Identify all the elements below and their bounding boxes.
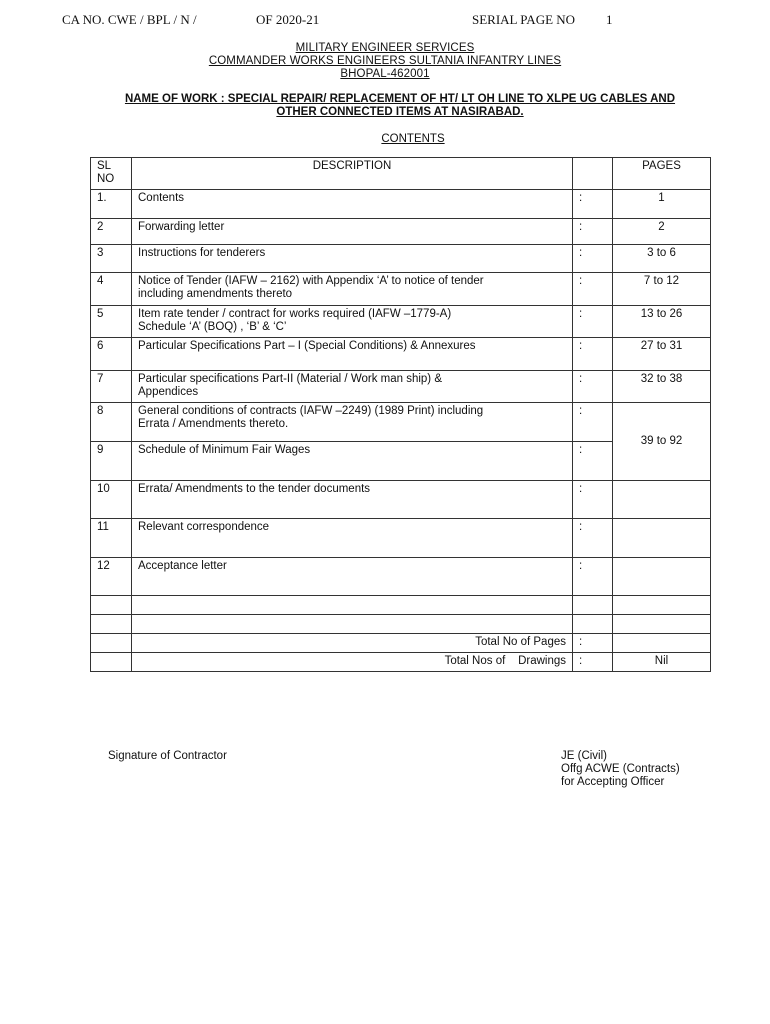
row-colon: :: [573, 306, 613, 338]
serial-page-label: SERIAL PAGE NO: [472, 12, 576, 27]
header-sl: SL: [97, 160, 112, 172]
row-description: [132, 306, 573, 338]
row-description: [132, 219, 573, 245]
blank-cell: [91, 596, 132, 615]
row-pages: [613, 481, 711, 519]
ca-year: OF 2020-21: [256, 12, 320, 27]
row-desc-line: Errata/ Amendments to the tender documents: [138, 483, 371, 495]
row-colon: :: [573, 442, 613, 481]
serial-page-number: 1: [606, 12, 613, 27]
row-sl: 9: [91, 442, 132, 481]
row-sl: 2: [91, 219, 132, 245]
contents-heading: CONTENTS: [381, 133, 445, 145]
header-description: DESCRIPTION: [132, 158, 573, 190]
org-line-1: MILITARY ENGINEER SERVICES: [295, 42, 475, 54]
table-row: [91, 338, 711, 371]
row-description: [132, 481, 573, 519]
row-colon: :: [573, 190, 613, 219]
row-desc-line: Particular specifications Part-II (Material / Work man ship) &: [138, 373, 442, 385]
table-row: [91, 371, 711, 403]
row-desc-line: General conditions of contracts (IAFW –2249) (1989 Print) including: [138, 405, 484, 417]
total-pages-value: [613, 634, 711, 653]
header-pages: PAGES: [613, 158, 711, 190]
row-description: [132, 371, 573, 403]
blank-cell: [91, 653, 132, 672]
row-colon: :: [573, 245, 613, 273]
row-pages: 2: [613, 219, 711, 245]
row-description: [132, 245, 573, 273]
row-desc-line: Schedule ‘A’ (BOQ) , ‘B’ & ‘C’: [138, 321, 287, 333]
row-sl: 10: [91, 481, 132, 519]
row-colon: :: [573, 338, 613, 371]
row-sl: 12: [91, 558, 132, 596]
table-row: [91, 273, 711, 306]
row-pages: 1: [613, 190, 711, 219]
table-row: [91, 219, 711, 245]
total-pages-row: [91, 634, 711, 653]
row-colon: :: [573, 481, 613, 519]
blank-cell: [91, 634, 132, 653]
row-colon: :: [573, 519, 613, 558]
row-description: [132, 558, 573, 596]
row-sl: 8: [91, 403, 132, 442]
total-drawings-colon: :: [573, 653, 613, 672]
row-desc-line: Relevant correspondence: [138, 521, 270, 533]
table-row: [91, 306, 711, 338]
total-drawings-label: Total Nos of Drawings: [132, 653, 573, 672]
row-description: [132, 403, 573, 442]
row-description: [132, 273, 573, 306]
row-desc-line: Contents: [138, 192, 185, 204]
blank-cell: [613, 615, 711, 634]
row-sl: 1.: [91, 190, 132, 219]
blank-cell: [613, 596, 711, 615]
contents-table: [90, 157, 711, 672]
table-row-blank: [91, 615, 711, 634]
row-pages: 7 to 12: [613, 273, 711, 306]
blank-cell: [91, 615, 132, 634]
header-colon-cell: [573, 158, 613, 190]
row-description: [132, 442, 573, 481]
row-desc-line: Instructions for tenderers: [138, 247, 266, 259]
row-description: [132, 338, 573, 371]
table-header-row: [91, 158, 711, 190]
table-row: [91, 245, 711, 273]
row-pages: 13 to 26: [613, 306, 711, 338]
row-sl: 6: [91, 338, 132, 371]
row-desc-line: Errata / Amendments thereto.: [138, 418, 289, 430]
row-pages: 3 to 6: [613, 245, 711, 273]
row-sl: 11: [91, 519, 132, 558]
table-row-blank: [91, 596, 711, 615]
row-colon: :: [573, 403, 613, 442]
row-desc-line: Forwarding letter: [138, 221, 225, 233]
header-sl-no: [91, 158, 132, 190]
table-row: [91, 403, 711, 442]
officer-title-3: for Accepting Officer: [561, 776, 665, 788]
row-colon: :: [573, 558, 613, 596]
row-pages: 32 to 38: [613, 371, 711, 403]
table-row: [91, 481, 711, 519]
ca-number: CA NO. CWE / BPL / N /: [62, 12, 197, 27]
header-no: NO: [97, 173, 115, 185]
table-row: [91, 558, 711, 596]
blank-cell: [132, 615, 573, 634]
total-drawings-row: [91, 653, 711, 672]
officer-signature-block: [561, 750, 680, 789]
org-line-3: BHOPAL-462001: [340, 68, 430, 80]
officer-title-2: Offg ACWE (Contracts): [561, 763, 680, 775]
table-row: [91, 519, 711, 558]
row-sl: 4: [91, 273, 132, 306]
row-pages-merged: 39 to 92: [613, 403, 711, 481]
row-desc-line: Schedule of Minimum Fair Wages: [138, 444, 311, 456]
row-pages: 27 to 31: [613, 338, 711, 371]
row-colon: :: [573, 219, 613, 245]
name-of-work: [60, 93, 740, 119]
row-description: [132, 519, 573, 558]
row-desc-line: Acceptance letter: [138, 560, 227, 572]
blank-cell: [573, 596, 613, 615]
row-pages: [613, 558, 711, 596]
total-pages-label: Total No of Pages: [132, 634, 573, 653]
row-desc-line: including amendments thereto: [138, 288, 293, 300]
row-desc-line: Particular Specifications Part – I (Special Conditions) & Annexures: [138, 340, 476, 352]
row-description: [132, 190, 573, 219]
row-pages: [613, 519, 711, 558]
row-desc-line: Notice of Tender (IAFW – 2162) with Appendix ‘A’ to notice of tender: [138, 275, 484, 287]
row-desc-line: Appendices: [138, 386, 199, 398]
blank-cell: [132, 596, 573, 615]
row-sl: 7: [91, 371, 132, 403]
total-pages-colon: :: [573, 634, 613, 653]
row-colon: :: [573, 371, 613, 403]
name-of-work-line-1: NAME OF WORK : SPECIAL REPAIR/ REPLACEMENT OF HT/ LT OH LINE TO XLPE UG CABLES AND: [124, 93, 676, 105]
row-desc-line: Item rate tender / contract for works required (IAFW –1779-A): [138, 308, 452, 320]
document-header-line: [0, 12, 770, 30]
row-colon: :: [573, 273, 613, 306]
row-sl: 5: [91, 306, 132, 338]
row-sl: 3: [91, 245, 132, 273]
table-row: [91, 190, 711, 219]
org-line-2: COMMANDER WORKS ENGINEERS SULTANIA INFANTRY LINES: [208, 55, 562, 67]
total-drawings-value: Nil: [613, 653, 711, 672]
officer-title-1: JE (Civil): [561, 750, 607, 762]
contractor-signature: Signature of Contractor: [108, 750, 227, 762]
blank-cell: [573, 615, 613, 634]
name-of-work-line-2: OTHER CONNECTED ITEMS AT NASIRABAD.: [276, 106, 524, 118]
